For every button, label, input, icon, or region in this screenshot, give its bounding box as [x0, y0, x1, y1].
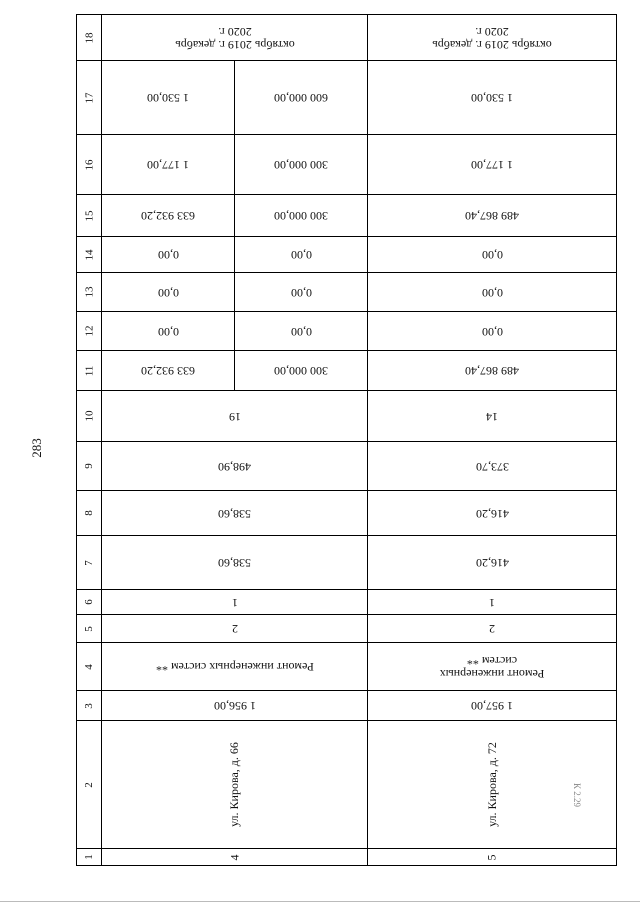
table-row-5 [77, 614, 616, 642]
value-cell: 2 [101, 615, 367, 642]
value-cell: 1 530,00 [101, 61, 234, 134]
value-cell: 1 [101, 590, 367, 614]
value-cell: 1 530,00 [367, 61, 616, 134]
column-number-9: 9 [83, 463, 95, 469]
column-number-1: 1 [83, 854, 95, 860]
value-cell: 0,00 [101, 312, 234, 350]
table-row-15 [77, 194, 616, 236]
value-cell: 300 000,00 [234, 195, 367, 236]
table-row-17 [77, 60, 616, 134]
table-row-10 [77, 390, 616, 441]
table-row-16 [77, 134, 616, 194]
value-cell: 0,00 [234, 237, 367, 272]
table-row-14 [77, 236, 616, 272]
value-cell: 538,60 [101, 491, 367, 535]
value-cell: 0,00 [101, 273, 234, 311]
value-cell: 0,00 [234, 273, 367, 311]
value-cell: 19 [101, 391, 367, 441]
column-number-5: 5 [83, 625, 95, 632]
table-row-1 [77, 848, 616, 865]
column-number-8: 8 [83, 510, 95, 516]
address-cell: ул. Кирова, д. 72 [367, 721, 616, 848]
row-index-cell: 4 [101, 849, 367, 865]
column-number-12: 12 [83, 325, 95, 337]
column-number-6: 6 [83, 599, 95, 605]
table-row-11 [77, 350, 616, 390]
column-number-11: 11 [83, 365, 95, 376]
table-row-4 [77, 642, 616, 690]
table-row-13 [77, 272, 616, 311]
value-cell: 489 867,40 [367, 351, 616, 390]
row-index-cell: 5 [367, 849, 616, 865]
column-number-16: 16 [83, 159, 95, 170]
column-number-18: 18 [83, 32, 95, 43]
work-type-cell: Ремонт инженерных систем ** [367, 643, 616, 690]
table-row-6 [77, 589, 616, 614]
column-number-4: 4 [83, 663, 95, 670]
period-cell: октябрь 2019 г. декабрь 2020 г. [367, 15, 616, 60]
value-cell: 2 [367, 615, 616, 642]
data-table [76, 14, 617, 866]
column-number-17: 17 [83, 92, 95, 103]
value-cell: 0,00 [367, 273, 616, 311]
table-row-8 [77, 490, 616, 535]
column-number-2: 2 [83, 781, 95, 788]
value-cell: 373,70 [367, 442, 616, 490]
value-cell: 633 932,20 [101, 351, 234, 390]
column-number-14: 14 [83, 249, 95, 260]
value-cell: 1 956,00 [101, 691, 367, 720]
table-row-3 [77, 690, 616, 720]
value-cell: 1 177,00 [101, 135, 234, 194]
margin-stamp: К 2.29 [572, 782, 583, 808]
value-cell: 14 [367, 391, 616, 441]
page-number: 283 [29, 438, 44, 458]
page-edge-line [0, 901, 640, 902]
value-cell: 1 [367, 590, 616, 614]
value-cell: 416,20 [367, 491, 616, 535]
column-number-7: 7 [83, 559, 95, 566]
value-cell: 1 177,00 [367, 135, 616, 194]
column-number-13: 13 [83, 286, 95, 298]
table-row-2 [77, 720, 616, 848]
column-number-10: 10 [83, 410, 95, 422]
column-number-3: 3 [83, 702, 95, 709]
value-cell: 600 000,00 [234, 61, 367, 134]
work-type-cell: Ремонт инженерных систем ** [101, 643, 367, 690]
column-number-15: 15 [83, 210, 95, 221]
value-cell: 1 957,00 [367, 691, 616, 720]
table-row-7 [77, 535, 616, 589]
value-cell: 416,20 [367, 536, 616, 589]
value-cell: 498,90 [101, 442, 367, 490]
table-row-18 [77, 15, 616, 60]
value-cell: 0,00 [101, 237, 234, 272]
value-cell: 0,00 [234, 312, 367, 350]
address-cell: ул. Кирова, д. 66 [101, 721, 367, 848]
period-cell: октябрь 2019 г. декабрь 2020 г. [101, 15, 367, 60]
value-cell: 300 000,00 [234, 351, 367, 390]
value-cell: 0,00 [367, 237, 616, 272]
value-cell: 633 932,20 [101, 195, 234, 236]
value-cell: 538,60 [101, 536, 367, 589]
value-cell: 0,00 [367, 312, 616, 350]
table-row-12 [77, 311, 616, 350]
value-cell: 300 000,00 [234, 135, 367, 194]
value-cell: 489 867,40 [367, 195, 616, 236]
table-row-9 [77, 441, 616, 490]
